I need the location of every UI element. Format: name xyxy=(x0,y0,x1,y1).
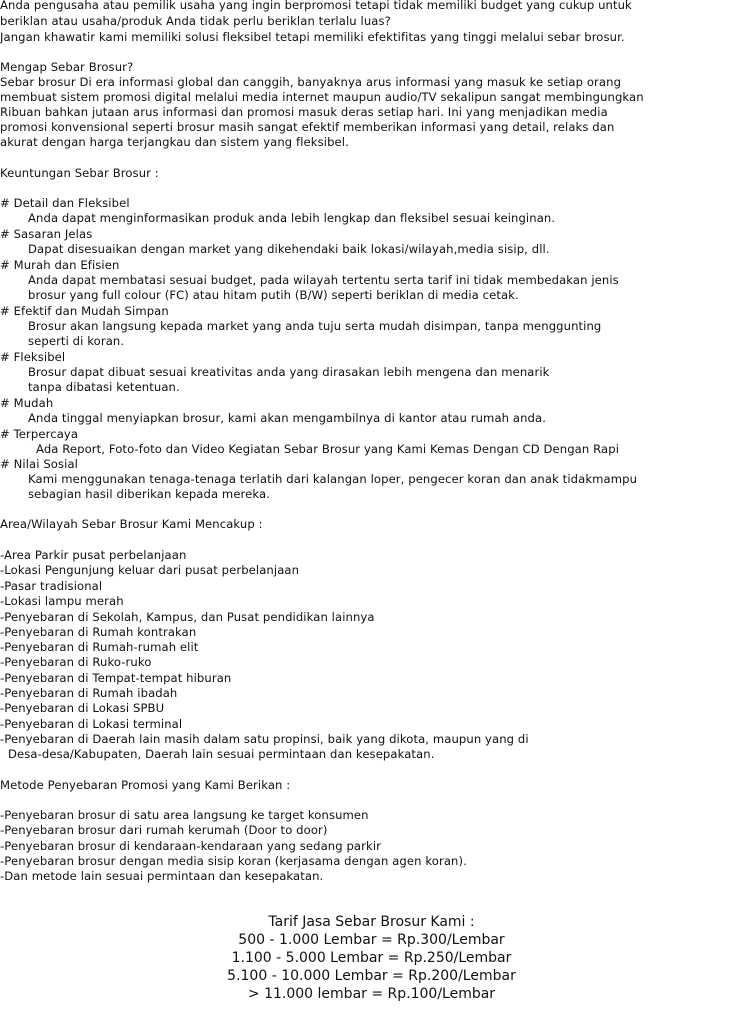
benefit-desc-5a: Brosur dapat dibuat sesuai kreativitas anda yang dirasakan lebih mengena dan menarik xyxy=(28,365,550,379)
area-item-3: -Pasar tradisional xyxy=(0,579,103,593)
why-heading: Mengap Sebar Brosur? xyxy=(0,60,134,74)
method-item-1: -Penyebaran brosur di satu area langsung ke target konsumen xyxy=(0,808,369,822)
method-item-5: -Dan metode lain sesuai permintaan dan kesepakatan. xyxy=(0,869,324,883)
benefit-title-8: # Nilai Sosial xyxy=(0,457,78,471)
tariff-row-4: > 11.000 lembar = Rp.100/Lembar xyxy=(247,986,496,1002)
method-item-2: -Penyebaran brosur dari rumah kerumah (Door to door) xyxy=(0,823,328,837)
area-item-11: -Penyebaran di Lokasi SPBU xyxy=(0,701,165,715)
intro-line-1: Anda pengusaha atau pemilik usaha yang ingin berpromosi tetapi tidak memiliki budget yang cukup untuk xyxy=(0,0,632,12)
area-item-10: -Penyebaran di Rumah ibadah xyxy=(0,686,178,700)
intro-line-3: Jangan khawatir kami memiliki solusi fleksibel tetapi memiliki efektifitas yang tinggi melalui sebar brosur. xyxy=(0,30,625,44)
benefit-desc-1: Anda dapat menginformasikan produk anda lebih lengkap dan fleksibel sesuai keinginan. xyxy=(28,211,556,225)
benefit-desc-8b: sebagian hasil diberikan kepada mereka. xyxy=(28,487,271,501)
area-item-6: -Penyebaran di Rumah kontrakan xyxy=(0,625,197,639)
tariff-row-3: 5.100 - 10.000 Lembar = Rp.200/Lembar xyxy=(227,968,516,984)
method-item-3: -Penyebaran brosur di kendaraan-kendaraan yang sedang parkir xyxy=(0,839,382,853)
benefit-desc-3a: Anda dapat membatasi sesuai budget, pada wilayah tertentu serta tarif ini tidak membedakan jenis xyxy=(28,273,619,287)
area-item-12: -Penyebaran di Lokasi terminal xyxy=(0,717,183,731)
benefit-desc-3b: brosur yang full colour (FC) atau hitam putih (B/W) seperti beriklan di media cetak. xyxy=(28,288,519,302)
area-item-8: -Penyebaran di Ruko-ruko xyxy=(0,655,152,669)
benefit-title-6: # Mudah xyxy=(0,396,54,410)
benefit-desc-4b: seperti di koran. xyxy=(28,334,125,348)
why-line-5: akurat dengan harga terjangkau dan sistem yang fleksibel. xyxy=(0,135,349,149)
benefit-desc-5b: tanpa dibatasi ketentuan. xyxy=(28,380,180,394)
why-line-4: promosi konvensional seperti brosur masih sangat efektif memberikan informasi yang detail, relaks dan xyxy=(0,120,615,134)
tariff-heading: Tarif Jasa Sebar Brosur Kami : xyxy=(268,914,475,930)
tariff-row-2: 1.100 - 5.000 Lembar = Rp.250/Lembar xyxy=(231,950,512,966)
benefit-title-4: # Efektif dan Mudah Simpan xyxy=(0,304,169,318)
area-item-2: -Lokasi Pengunjung keluar dari pusat perbelanjaan xyxy=(0,563,300,577)
tariff-row-1: 500 - 1.000 Lembar = Rp.300/Lembar xyxy=(238,932,505,948)
areas-heading: Area/Wilayah Sebar Brosur Kami Mencakup : xyxy=(0,517,263,531)
benefit-desc-7: Ada Report, Foto-foto dan Video Kegiatan Sebar Brosur yang Kami Kemas Dengan CD Dengan Rapi xyxy=(36,442,620,456)
area-item-14: Desa-desa/Kabupaten, Daerah lain sesuai permintaan dan kesepakatan. xyxy=(8,747,435,761)
area-item-4: -Lokasi lampu merah xyxy=(0,594,124,608)
why-line-1: Sebar brosur Di era informasi global dan canggih, banyaknya arus informasi yang masuk ke setiap orang xyxy=(0,75,622,89)
benefit-title-5: # Fleksibel xyxy=(0,350,66,364)
methods-heading: Metode Penyebaran Promosi yang Kami Berikan : xyxy=(0,778,291,792)
why-line-3: Ribuan bahkan jutaan arus informasi dan promosi masuk deras setiap hari. Ini yang menjadikan media xyxy=(0,105,608,119)
benefit-desc-4a: Brosur akan langsung kepada market yang anda tuju serta mudah disimpan, tanpa menggunting xyxy=(28,319,602,333)
area-item-7: -Penyebaran di Rumah-rumah elit xyxy=(0,640,199,654)
method-item-4: -Penyebaran brosur dengan media sisip koran (kerjasama dengan agen koran). xyxy=(0,854,467,868)
area-item-1: -Area Parkir pusat perbelanjaan xyxy=(0,548,187,562)
area-item-5: -Penyebaran di Sekolah, Kampus, dan Pusat pendidikan lainnya xyxy=(0,610,375,624)
benefit-title-7: # Terpercaya xyxy=(0,427,79,441)
area-item-13: -Penyebaran di Daerah lain masih dalam satu propinsi, baik yang dikota, maupun yang di xyxy=(0,732,529,746)
intro-line-2: beriklan atau usaha/produk Anda tidak perlu beriklan terlalu luas? xyxy=(0,14,391,28)
benefit-title-2: # Sasaran Jelas xyxy=(0,227,93,241)
why-line-2: membuat sistem promosi digital melalui media internet maupun audio/TV sekalipun sangat membingungkan xyxy=(0,90,644,104)
benefit-desc-6: Anda tinggal menyiapkan brosur, kami akan mengambilnya di kantor atau rumah anda. xyxy=(28,411,546,425)
benefit-title-3: # Murah dan Efisien xyxy=(0,258,120,272)
benefits-heading: Keuntungan Sebar Brosur : xyxy=(0,166,159,180)
benefit-desc-8a: Kami menggunakan tenaga-tenaga terlatih dari kalangan loper, pengecer koran dan anak tidakmampu xyxy=(28,472,638,486)
benefit-desc-2: Dapat disesuaikan dengan market yang dikehendaki baik lokasi/wilayah,media sisip, dll. xyxy=(28,242,550,256)
benefit-title-1: # Detail dan Fleksibel xyxy=(0,196,130,210)
area-item-9: -Penyebaran di Tempat-tempat hiburan xyxy=(0,671,232,685)
